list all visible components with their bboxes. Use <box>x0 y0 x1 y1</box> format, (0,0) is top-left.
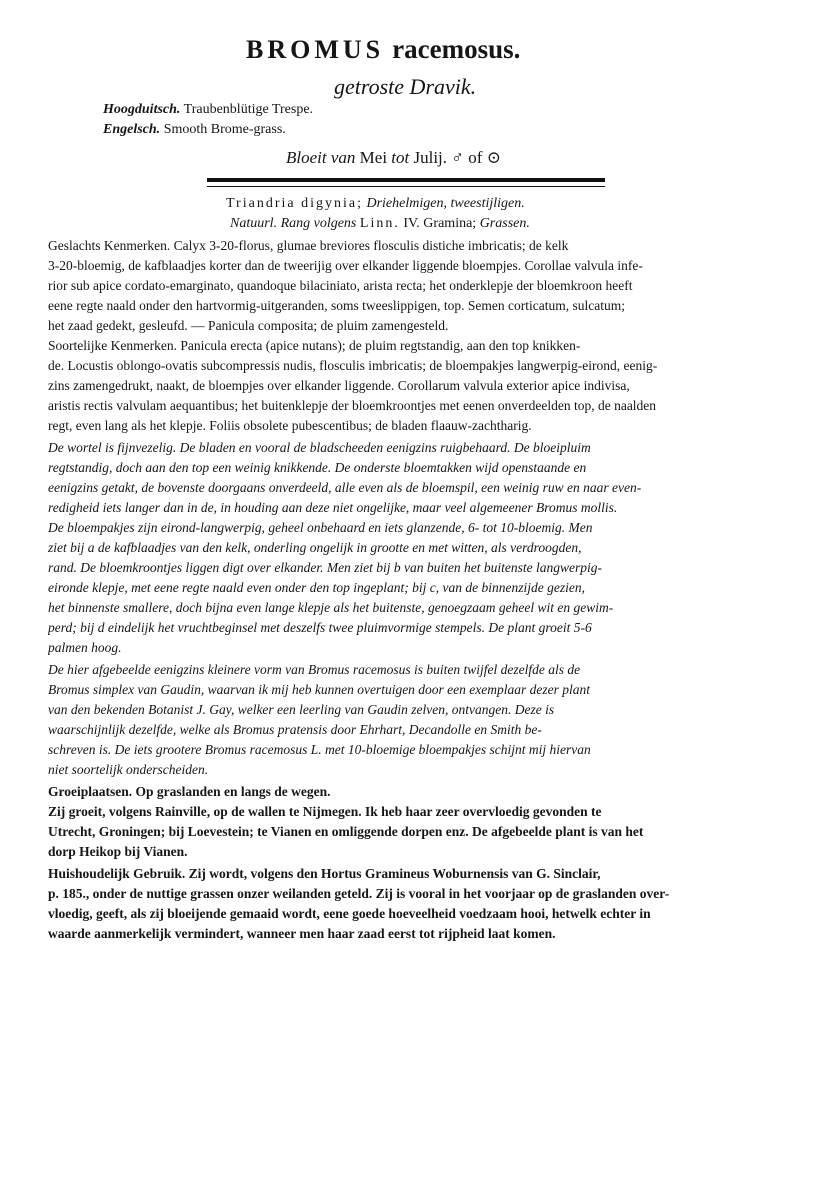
flowering-end: Julij. <box>413 148 448 167</box>
text-line: 3-20-bloemig, de kafblaadjes korter dan de tweerijig over elkander liggende bloempjes. Corollae valvula infe- <box>48 258 643 273</box>
text-line: schreven is. De iets grootere Bromus racemosus L. met 10-bloemige bloempakjes schijnt mij hiervan <box>48 742 591 757</box>
text-line: waarde aanmerkelijk vermindert, wanneer men haar zaad eerst tot rijpheid laat komen. <box>48 926 556 941</box>
text-line: Soortelijke Kenmerken. Panicula erecta (apice nutans); de pluim regtstandig, aan den top knikken- <box>48 338 581 353</box>
text-line: niet soortelijk onderscheiden. <box>48 762 209 777</box>
species-epithet: racemosus. <box>392 34 521 64</box>
class-dutch: Driehelmigen, tweestijligen. <box>366 196 525 211</box>
vernacular-english <box>103 122 286 138</box>
flowering-start: Mei <box>359 148 388 167</box>
order-dutch: Grassen. <box>479 216 530 231</box>
header-rule-thin <box>207 186 605 187</box>
text-line: eironde klepje, met eene regte naald even onder den top ingeplant; bij c, van de binnenzijde gezien, <box>48 580 585 595</box>
vernacular-language: Hoogduitsch. <box>103 102 181 117</box>
text-line: redigheid iets langer dan in de, in houding aan deze niet ongelijke, maar veel algemeener Bromus mollis. <box>48 500 618 515</box>
genus-name: BROMUS <box>246 35 385 64</box>
text-line: palmen hoog. <box>48 640 122 655</box>
text-line: het binnenste smallere, doch bijna even lange klepje als het buitenste, genoegzaam geheel wit en gewim- <box>48 600 614 615</box>
text-line: Zij groeit, volgens Rainville, op de wallen te Nijmegen. Ik heb haar zeer overvloedig gevonden te <box>48 804 602 819</box>
flowering-period <box>286 148 501 168</box>
text-line: dorp Heikop bij Vianen. <box>48 844 188 859</box>
vernacular-name: Traubenblütige Trespe. <box>183 102 314 117</box>
order-prefix: Natuurl. Rang volgens <box>230 216 357 231</box>
text-line: het zaad gedekt, gesleufd. — Panicula composita; de pluim zamengesteld. <box>48 318 449 333</box>
text-line: eene regte naald onder den hartvormig-uitgeranden, soms tweeslippigen, top. Semen corticatum, sulcatum; <box>48 298 625 313</box>
flowering-to: tot <box>391 148 410 167</box>
text-line: waarschijnlijk dezelfde, welke als Bromus pratensis door Ehrhart, Decandolle en Smith be- <box>48 722 542 737</box>
text-line: regt, even lang als het klepje. Foliis obsolete pubescentibus; de bladen flaauw-zachtharig. <box>48 418 532 433</box>
dutch-name: getroste Dravik. <box>334 74 477 99</box>
class-system: Triandria digynia; <box>226 196 363 211</box>
text-line: Groeiplaatsen. Op graslanden en langs de wegen. <box>48 784 331 799</box>
text-line: Geslachts Kenmerken. Calyx 3-20-florus, glumae breviores flosculis distiche imbricatis; de kelk <box>48 238 569 253</box>
text-line: Utrecht, Groningen; bij Loevestein; te Vianen en omliggende dorpen enz. De afgebeelde plant is van het <box>48 824 644 839</box>
text-line: Huishoudelijk Gebruik. Zij wordt, volgens den Hortus Gramineus Woburnensis van G. Sinclair, <box>48 866 601 881</box>
text-line: De hier afgebeelde eenigzins kleinere vorm van Bromus racemosus is buiten twijfel dezelfde als de <box>48 662 581 677</box>
text-line: van den bekenden Botanist J. Gay, welker een leerling van Gaudin zelven, ontvangen. Deze is <box>48 702 555 717</box>
order-name: IV. Gramina; <box>403 216 477 231</box>
order-author: Linn. <box>359 216 400 231</box>
text-line: eenigzins getakt, de bovenste doorgaans onverdeeld, alle even als de bloemspil, een weinig ruw en naar even- <box>48 480 642 495</box>
text-line: De wortel is fijnvezelig. De bladen en vooral de bladscheeden eenigzins ruigbehaard. De bloeipluim <box>48 440 591 455</box>
text-line: Bromus simplex van Gaudin, waarvan ik mij heb kunnen overtuigen door een exemplaar dezer plant <box>48 682 591 697</box>
vernacular-language: Engelsch. <box>103 122 161 137</box>
header-rule-thick <box>207 178 605 182</box>
vernacular-name: Smooth Brome-grass. <box>163 122 286 137</box>
linnaean-class <box>226 196 525 212</box>
natural-order <box>230 216 530 232</box>
text-line: De bloempakjes zijn eirond-langwerpig, geheel onbehaard en iets glanzende, 6- tot 10-bloemig. Men <box>48 520 593 535</box>
text-line: vloedig, geeft, als zij bloeijende gemaaid wordt, eene goede hoeveelheid voedzaam hooi, hetwelk echter in <box>48 906 651 921</box>
vernacular-german <box>103 102 313 118</box>
text-line: de. Locustis oblongo-ovatis subcompressis nudis, flosculis imbricatis; de bloempakjes langwerpig-eirond, eenig- <box>48 358 658 373</box>
lifecycle-symbols: ♂ of ⊙ <box>451 148 501 167</box>
text-line: regtstandig, doch aan den top een weinig knikkende. De onderste bloemtakken wijd openstaande en <box>48 460 587 475</box>
text-line: aristis rectis valvulam aequantibus; het buitenklepje der bloemkroontjes met eenen onverdeelden top, de naalden <box>48 398 657 413</box>
flowering-label: Bloeit van <box>286 148 356 167</box>
species-title <box>246 34 520 65</box>
text-line: rand. De bloemkroontjes liggen digt over elkander. Men ziet bij b van buiten het buitenste langwerpig- <box>48 560 603 575</box>
text-line: ziet bij a de kafblaadjes van den kelk, onderling ongelijk in grootte en met witten, als verdroogden, <box>48 540 582 555</box>
text-line: p. 185., onder de nuttige grassen onzer weilanden geteld. Zij is vooral in het voorjaar op de graslanden over- <box>48 886 670 901</box>
text-line: zins zamengedrukt, naakt, de bloempjes over elkander liggende. Corollarum valvula exterior apice indivisa, <box>48 378 630 393</box>
text-line: rior sub apice cordato-emarginato, quandoque bilaciniato, arista recta; het onderklepje der bloemkroon heeft <box>48 278 633 293</box>
text-line: perd; bij d eindelijk het vruchtbeginsel met deszelfs twee pluimvormige stempels. De plant groeit 5-6 <box>48 620 592 635</box>
